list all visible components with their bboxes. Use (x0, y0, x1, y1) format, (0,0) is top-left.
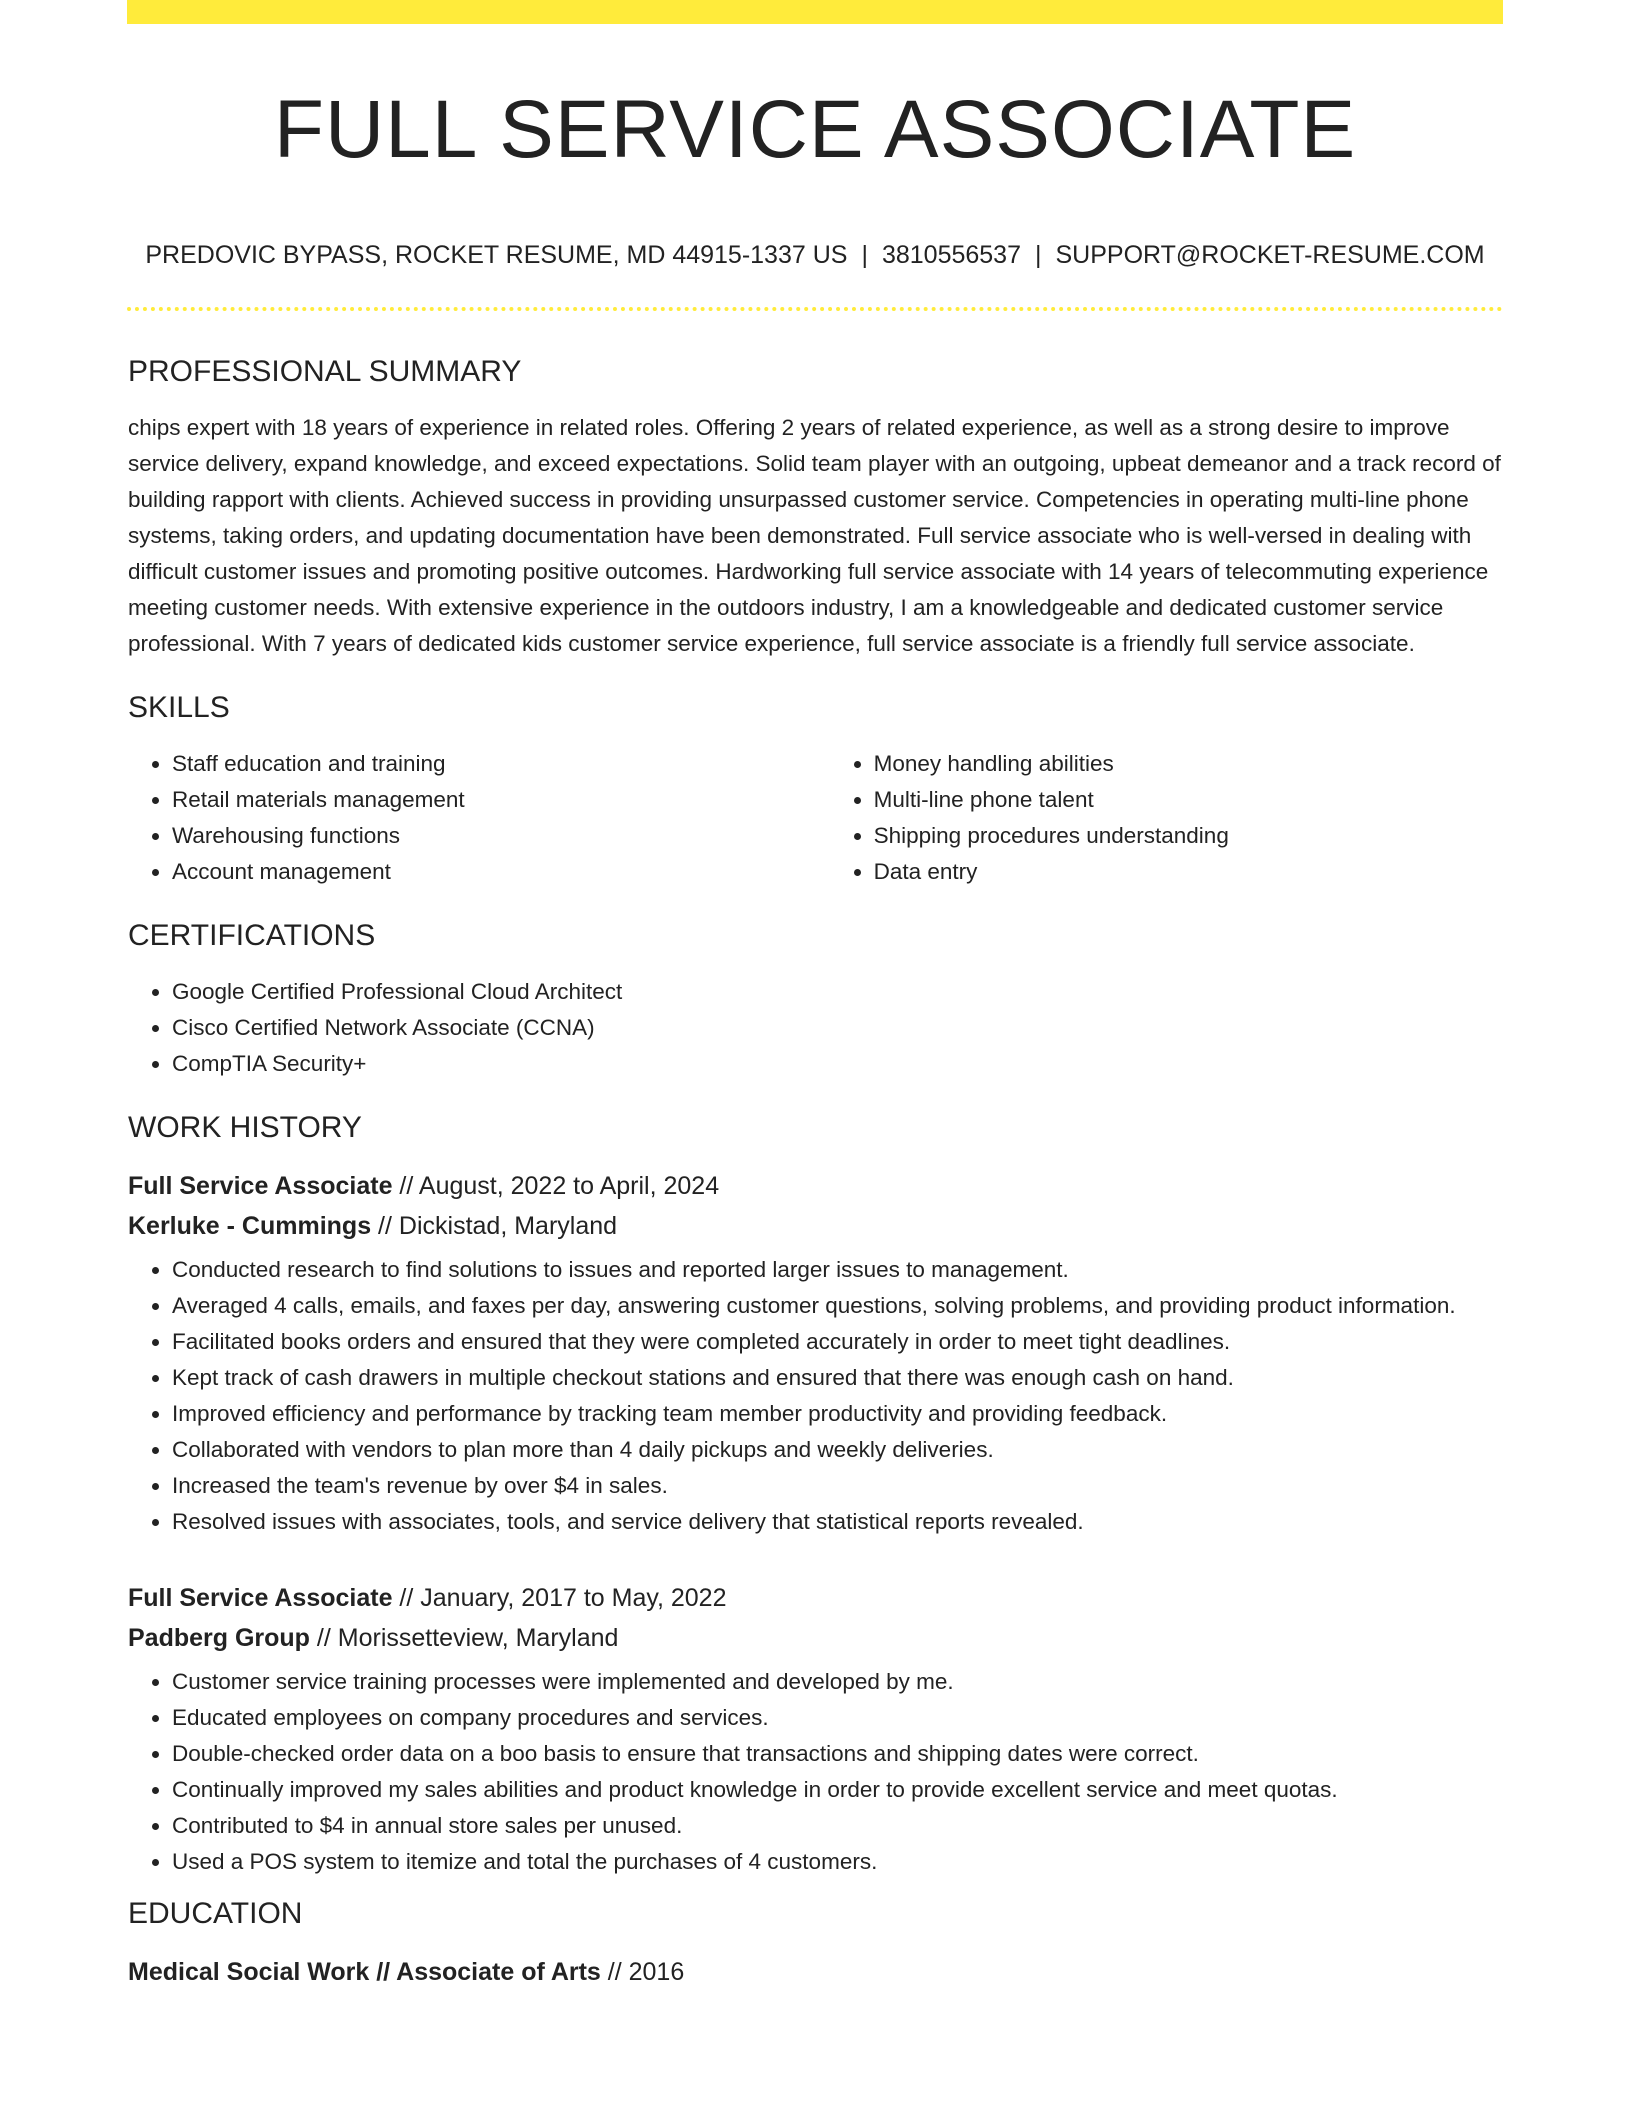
contact-address: PREDOVIC BYPASS, ROCKET RESUME, MD 44915-1337 US (145, 241, 848, 269)
job-spacer (128, 1540, 1504, 1578)
header-divider (127, 307, 1503, 311)
job-bullet: • Collaborated with vendors to plan more than 4 daily pickups and weekly deliveries. (172, 1432, 1504, 1468)
job-bullet: • Used a POS system to itemize and total the purchases of 4 customers. (172, 1844, 1504, 1880)
contact-email: SUPPORT@ROCKET-RESUME.COM (1055, 241, 1485, 269)
skills-list-right (830, 746, 1504, 890)
skill-item: • Retail materials management (172, 782, 830, 818)
job-bullet: • Double-checked order data on a boo basis to ensure that transactions and shipping dates were correct. (172, 1736, 1504, 1772)
section-title: CERTIFICATIONS (128, 919, 376, 952)
certifications-list (128, 974, 1504, 1082)
job-entry (128, 1578, 1504, 1880)
summary-text: chips expert with 18 years of experience in related roles. Offering 2 years of related experience, as well as a strong desire to improve service delivery, expand knowledge, and exceed expectations. Solid team player with an outgoing, upbeat demeanor and a track record of building rapport with clients. Achieved success in providing unsurpassed customer service. Competencies in operating multi-line phone systems, taking orders, and updating documentation have been demonstrated. Full service associate who is well-versed in dealing with difficult customer issues and promoting positive outcomes. Hardworking full service associate with 14 years of telecommuting experience meeting customer needs. With extensive experience in the outdoors industry, I am a knowledgeable and dedicated customer service professional. With 7 years of dedicated kids customer service experience, full service associate is a friendly full service associate. (128, 415, 1501, 656)
education-separator: // (600, 1958, 629, 1986)
education-year: 2016 (628, 1958, 685, 1986)
job-company-line (128, 1206, 1504, 1246)
job-bullet: • Improved efficiency and performance by tracking team member productivity and providing feedback. (172, 1396, 1504, 1432)
job-bullet: • Facilitated books orders and ensured that they were completed accurately in order to meet tight deadlines. (172, 1324, 1504, 1360)
job-dates: January, 2017 to May, 2022 (420, 1584, 727, 1612)
skill-item: • Shipping procedures understanding (874, 818, 1504, 854)
job-role: Full Service Associate (128, 1172, 393, 1200)
job-bullets (128, 1664, 1504, 1880)
skill-item: • Account management (172, 854, 830, 890)
contact-phone: 3810556537 (881, 241, 1021, 269)
section-title: WORK HISTORY (128, 1111, 362, 1144)
job-location: Dickistad, Maryland (398, 1212, 618, 1240)
skills-section (128, 688, 1504, 890)
job-bullets (128, 1252, 1504, 1540)
job-title-line (128, 1166, 1504, 1206)
resume-title: FULL SERVICE ASSOCIATE (273, 84, 1357, 175)
education-line (128, 1952, 1504, 1992)
section-spacer (128, 1880, 1504, 1894)
job-bullet: • Customer service training processes were implemented and developed by me. (172, 1664, 1504, 1700)
contact-separator: | (861, 241, 868, 269)
job-bullet: • Kept track of cash drawers in multiple checkout stations and ensured that there was enough cash on hand. (172, 1360, 1504, 1396)
section-title: SKILLS (128, 691, 230, 724)
job-bullet: • Averaged 4 calls, emails, and faxes per day, answering customer questions, solving problems, and providing product information. (172, 1288, 1504, 1324)
professional-summary-section (128, 352, 1504, 662)
education-section (128, 1894, 1504, 1992)
job-role: Full Service Associate (128, 1584, 393, 1612)
job-separator: // (392, 1172, 419, 1200)
skills-columns (128, 746, 1504, 890)
job-company: Padberg Group (128, 1624, 310, 1652)
job-title-line (128, 1578, 1504, 1618)
job-bullet: • Conducted research to find solutions to issues and reported larger issues to management. (172, 1252, 1504, 1288)
work-history-section (128, 1108, 1504, 1880)
job-bullet: • Resolved issues with associates, tools, and service delivery that statistical reports revealed. (172, 1504, 1504, 1540)
certification-item: • Google Certified Professional Cloud Architect (172, 974, 1504, 1010)
job-location: Morissetteview, Maryland (337, 1624, 619, 1652)
job-separator: // (371, 1212, 399, 1240)
job-company-line (128, 1618, 1504, 1658)
certifications-section (128, 916, 1504, 1082)
job-bullet: • Increased the team's revenue by over $4 in sales. (172, 1468, 1504, 1504)
job-entry (128, 1166, 1504, 1540)
certification-item: • Cisco Certified Network Associate (CCNA) (172, 1010, 1504, 1046)
job-company: Kerluke - Cummings (128, 1212, 372, 1240)
skill-item: • Staff education and training (172, 746, 830, 782)
resume-body (128, 352, 1504, 1992)
certification-item: • CompTIA Security+ (172, 1046, 1504, 1082)
skill-item: • Data entry (874, 854, 1504, 890)
section-title: EDUCATION (128, 1897, 303, 1930)
section-title: PROFESSIONAL SUMMARY (128, 355, 522, 388)
skill-item: • Money handling abilities (874, 746, 1504, 782)
skill-item: • Warehousing functions (172, 818, 830, 854)
job-separator: // (309, 1624, 338, 1652)
skill-item: • Multi-line phone talent (874, 782, 1504, 818)
contact-separator: | (1035, 241, 1042, 269)
education-degree: Medical Social Work // Associate of Arts (128, 1958, 601, 1986)
job-bullet: • Educated employees on company procedures and services. (172, 1700, 1504, 1736)
job-bullet: • Contributed to $4 in annual store sales per unused. (172, 1808, 1504, 1844)
skills-list-left (128, 746, 830, 890)
accent-bar (127, 0, 1503, 24)
job-bullet: • Continually improved my sales abilities and product knowledge in order to provide excellent service and meet quotas. (172, 1772, 1504, 1808)
contact-line (127, 238, 1503, 272)
job-separator: // (392, 1584, 421, 1612)
job-dates: August, 2022 to April, 2024 (418, 1172, 720, 1200)
